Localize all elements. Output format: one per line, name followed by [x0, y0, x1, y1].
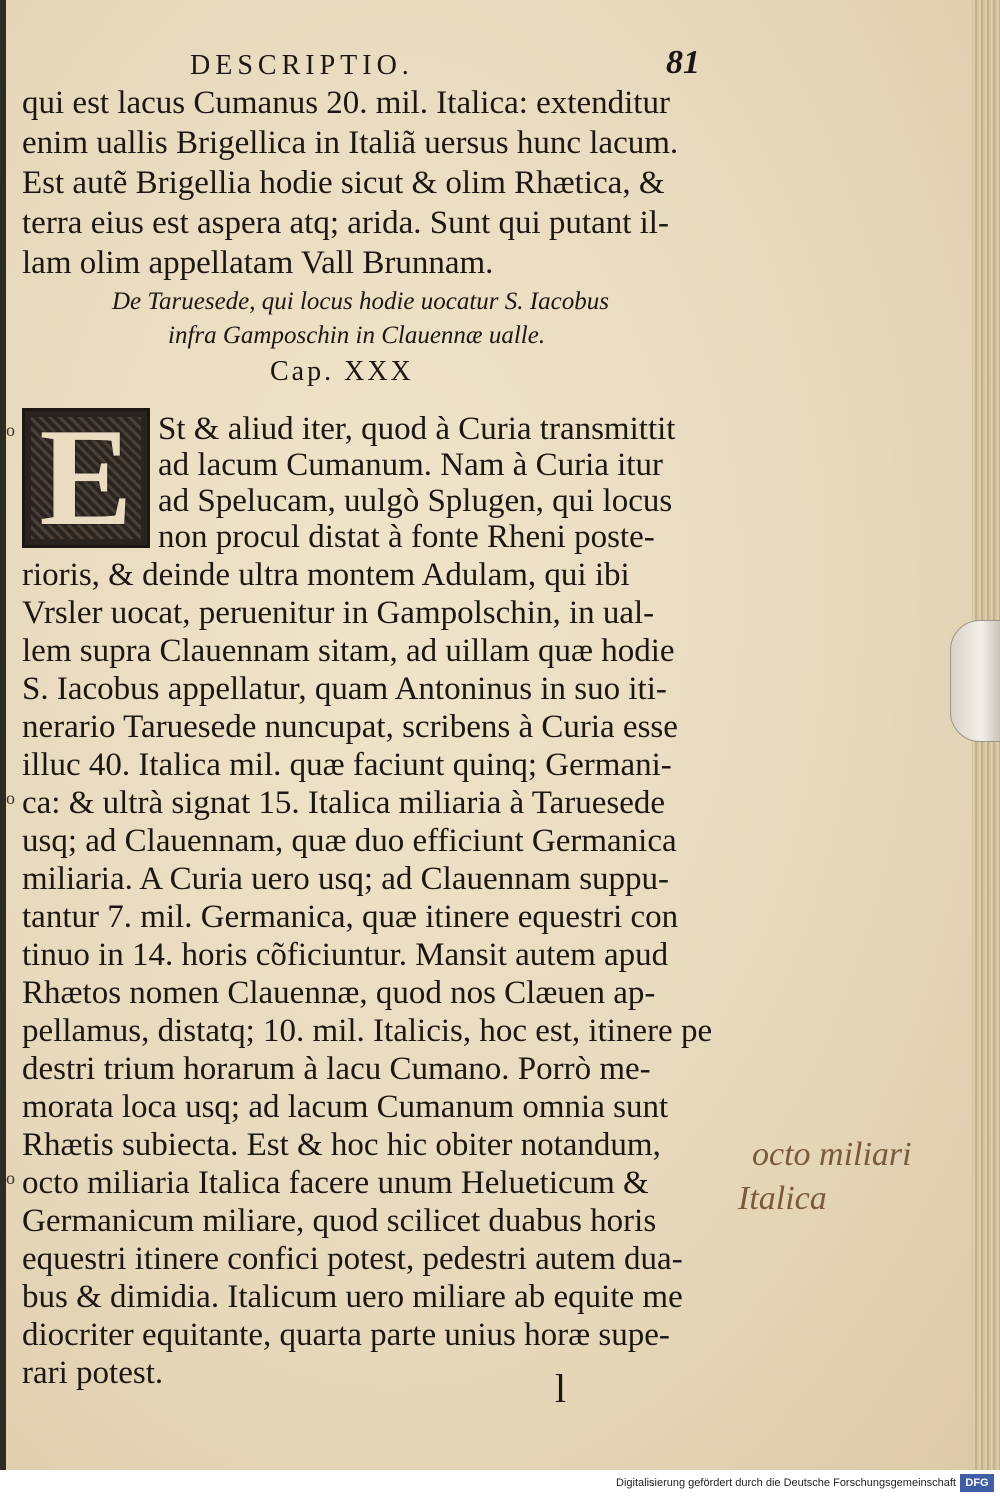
text-line: illuc 40. Italica mil. quæ faciunt quinq; Germani- [22, 747, 672, 783]
text-line: equestri itinere confici potest, pedestri autem dua- [22, 1241, 683, 1277]
text-line: qui est lacus Cumanus 20. mil. Italica: extenditur [22, 85, 670, 121]
text-line: pellamus, distatq; 10. mil. Italicis, hoc est, itinere pe [22, 1013, 713, 1049]
text-line: usq; ad Clauennam, quæ duo efficiunt Germanica [22, 823, 677, 859]
footer-credit: Digitalisierung gefördert durch die Deutsche Forschungsgemeinschaft [616, 1477, 956, 1489]
text-line: enim uallis Brigellica in Italiã uersus hunc lacum. [22, 125, 679, 161]
margin-mark: o [6, 420, 15, 440]
dfg-logo: DFG [960, 1474, 994, 1492]
text-line: S. Iacobus appellatur, quam Antoninus in suo iti- [22, 671, 667, 707]
chapter-heading: De Taruesede, qui locus hodie uocatur S. Iacobus [112, 288, 609, 315]
text-line: diocriter equitante, quarta parte unius horæ supe- [22, 1317, 670, 1353]
book-clasp [950, 620, 1000, 742]
text-line: ca: & ultrà signat 15. Italica miliaria à Taruesede [22, 785, 666, 821]
text-line: Vrsler uocat, peruenitur in Gampolschin, in ual- [22, 595, 655, 631]
text-line: Rhætis subiecta. Est & hoc hic obiter notandum, [22, 1127, 661, 1163]
text-line: lem supra Clauennam sitam, ad uillam quæ hodie [22, 633, 675, 669]
text-line: Est autẽ Brigellia hodie sicut & olim Rhætica, & [22, 165, 665, 201]
text-line: lam olim appellatam Vall Brunnam. [22, 245, 494, 281]
initial-letter: E [39, 408, 133, 548]
text-line: St & aliud iter, quod à Curia transmittit [158, 411, 676, 447]
margin-mark: o [6, 1168, 15, 1188]
text-line: Rhætos nomen Clauennæ, quod nos Clæuen ap- [22, 975, 656, 1011]
decorated-initial [22, 408, 150, 548]
text-line: destri trium horarum à lacu Cumano. Porrò me- [22, 1051, 651, 1087]
text-line: terra eius est aspera atq; arida. Sunt qui putant il- [22, 205, 669, 241]
text-line: miliaria. A Curia uero usq; ad Clauennam suppu- [22, 861, 670, 897]
text-line: rioris, & deinde ultra montem Adulam, qui ibi [22, 557, 630, 593]
running-head: DESCRIPTIO. [190, 50, 414, 81]
text-line: non procul distat à fonte Rheni poste- [158, 519, 655, 555]
chapter-number: Cap. XXX [270, 356, 414, 387]
text-line: tantur 7. mil. Germanica, quæ itinere equestri con [22, 899, 679, 935]
text-line: morata loca usq; ad lacum Cumanum omnia sunt [22, 1089, 669, 1125]
text-line: ad Spelucam, uulgò Splugen, qui locus [158, 483, 673, 519]
signature-mark: l [555, 1366, 567, 1411]
handwritten-note: Italica [738, 1180, 827, 1217]
chapter-heading: infra Gamposchin in Clauennæ ualle. [168, 322, 546, 349]
text-line: tinuo in 14. horis cõficiuntur. Mansit autem apud [22, 937, 669, 973]
text-line: ad lacum Cumanum. Nam à Curia itur [158, 447, 663, 483]
margin-mark: o [6, 788, 15, 808]
text-line: octo miliaria Italica facere unum Helueticum & [22, 1165, 649, 1201]
handwritten-note: octo miliari [752, 1136, 912, 1173]
text-line: nerario Taruesede nuncupat, scribens à Curia esse [22, 709, 678, 745]
text-line: bus & dimidia. Italicum uero miliare ab equite me [22, 1279, 683, 1315]
text-line: Germanicum miliare, quod scilicet duabus horis [22, 1203, 657, 1239]
page-number: 81 [666, 44, 700, 81]
text-line: rari potest. [22, 1355, 164, 1391]
